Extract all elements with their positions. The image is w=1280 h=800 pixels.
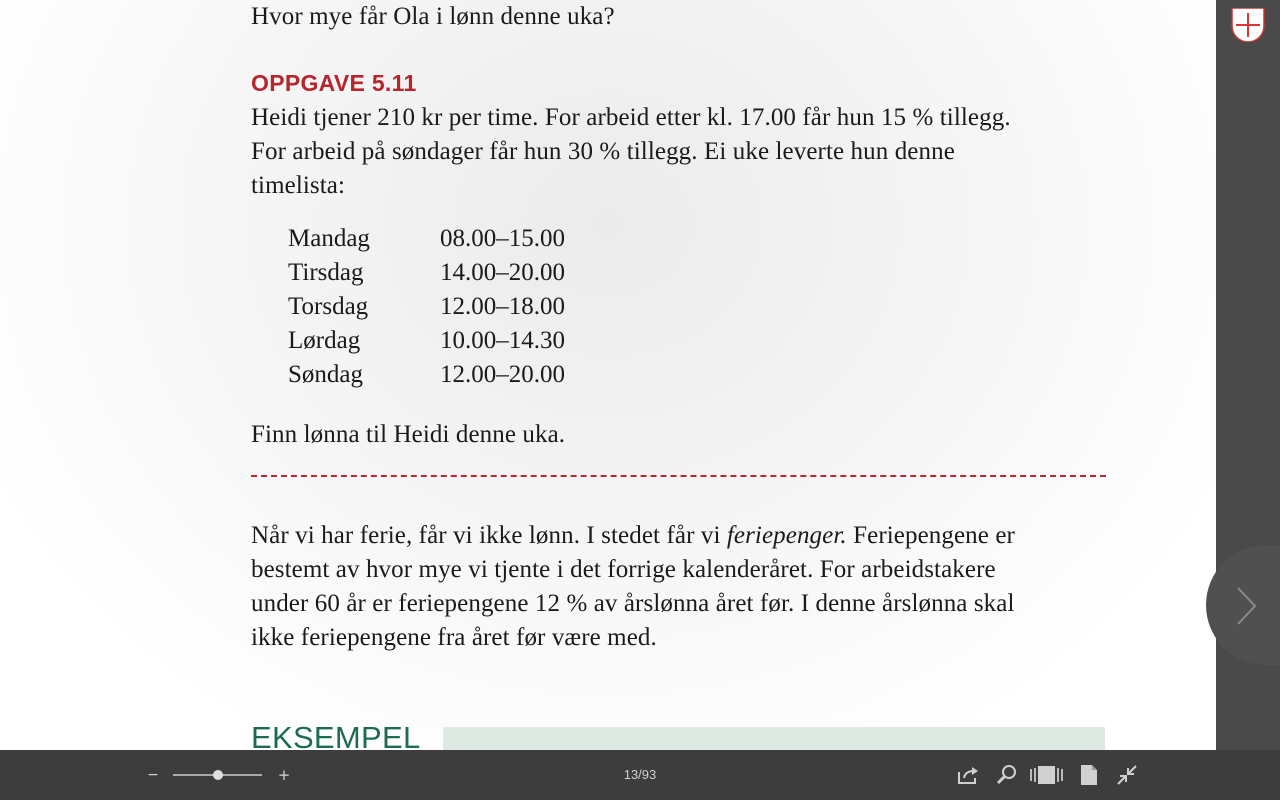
timesheet-day: Mandag (288, 225, 370, 252)
share-icon (956, 765, 980, 785)
example-heading: EKSEMPEL (251, 720, 421, 750)
section-divider (251, 475, 1106, 477)
paragraph-emphasis: feriepenger. (726, 522, 847, 549)
timesheet-row (288, 222, 565, 256)
zoom-slider-handle[interactable] (213, 770, 223, 780)
add-bookmark-button[interactable] (1230, 8, 1266, 42)
paragraph-line-1 (251, 519, 1015, 553)
timesheet-time: 12.00–20.00 (440, 361, 565, 388)
timesheet (288, 222, 565, 392)
timesheet-day: Lørdag (288, 327, 361, 354)
next-page-button[interactable] (1206, 545, 1280, 665)
timesheet-row (288, 256, 565, 290)
task-heading: OPPGAVE 5.11 (251, 70, 417, 96)
paragraph-text: Feriepengene er (846, 522, 1015, 549)
thumbnails-icon (1030, 766, 1064, 784)
example-box (443, 727, 1105, 750)
share-button[interactable] (955, 750, 981, 800)
paragraph-line-3: under 60 år er feriepengene 12 % av årslønna året før. I denne årslønna skal (251, 590, 1015, 617)
timesheet-time: 08.00–15.00 (440, 225, 565, 252)
thumbnails-button[interactable] (1029, 750, 1065, 800)
timesheet-day: Tirsdag (288, 259, 364, 286)
collapse-icon (1117, 765, 1137, 785)
timesheet-day: Torsdag (288, 293, 369, 320)
paragraph-text: Når vi har ferie, får vi ikke lønn. I stedet får vi (251, 522, 727, 549)
timesheet-row (288, 324, 565, 358)
task-text-line-1: Heidi tjener 210 kr per time. For arbeid etter kl. 17.00 får hun 15 % tillegg. (251, 104, 1011, 131)
page-indicator: 13/93 (623, 767, 657, 782)
timesheet-day: Søndag (288, 361, 363, 388)
task-text-line-3: timelista: (251, 172, 346, 199)
timesheet-time: 12.00–18.00 (440, 293, 565, 320)
page-icon (1081, 765, 1097, 785)
timesheet-time: 14.00–20.00 (440, 259, 565, 286)
previous-question: Hvor mye får Ola i lønn denne uka? (251, 3, 615, 30)
chevron-right-icon (1206, 545, 1280, 665)
paragraph-line-2: bestemt av hvor mye vi tjente i det forrige kalenderåret. For arbeidstakere (251, 556, 996, 583)
add-bookmark-icon (1230, 8, 1266, 42)
zoom-out-button[interactable]: − (147, 767, 159, 783)
paragraph-line-4: ikke feriepengene fra året før være med. (251, 624, 657, 651)
task-text-line-2: For arbeid på søndager får hun 30 % tillegg. Ei uke leverte hun denne (251, 138, 955, 165)
timesheet-time: 10.00–14.30 (440, 327, 565, 354)
task-question: Finn lønna til Heidi denne uka. (251, 421, 566, 448)
search-icon (996, 764, 1018, 786)
search-button[interactable] (994, 750, 1020, 800)
collapse-button[interactable] (1115, 750, 1139, 800)
timesheet-row (288, 290, 565, 324)
timesheet-row (288, 358, 565, 392)
zoom-in-button[interactable]: + (277, 766, 291, 784)
page-view-button[interactable] (1078, 750, 1100, 800)
